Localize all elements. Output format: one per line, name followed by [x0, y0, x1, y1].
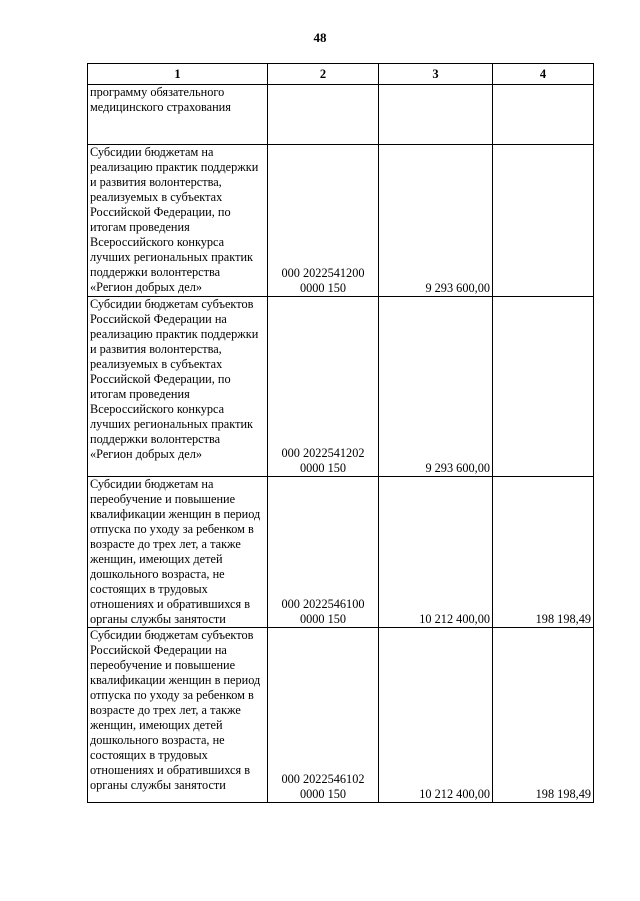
table-row	[88, 477, 594, 628]
table-row	[88, 145, 594, 297]
row-extra-amount: 198 198,49	[493, 477, 594, 628]
row-description: программу обязательного медицинского страхования	[88, 85, 268, 145]
row-code	[268, 477, 379, 628]
table-row	[88, 628, 594, 803]
row-code-line2: 0000 150	[299, 281, 347, 295]
row-code-line1: 000 2022541200	[281, 266, 365, 280]
row-extra-amount: 198 198,49	[493, 628, 594, 803]
budget-table	[87, 63, 594, 803]
row-code-line1: 000 2022546100	[281, 597, 365, 611]
table-header-row	[88, 64, 594, 85]
row-description: Субсидии бюджетам субъектов Российской Федерации на реализацию практик поддержки и развития волонтерства, реализуемых в субъектах Российской Федерации, по итогам проведения Всероссийского конкурса лучших региональных практик поддержки волонтерства «Регион добрых дел»	[88, 297, 268, 477]
row-code	[268, 628, 379, 803]
column-header-3: 3	[379, 64, 493, 85]
table-row	[88, 85, 594, 145]
row-code	[268, 85, 379, 145]
row-extra-amount	[493, 297, 594, 477]
row-extra-amount	[493, 145, 594, 297]
page-number: 48	[313, 30, 327, 45]
table-row	[88, 297, 594, 477]
row-code	[268, 145, 379, 297]
row-code-line1: 000 2022541202	[281, 446, 365, 460]
row-amount: 9 293 600,00	[379, 297, 493, 477]
row-extra-amount	[493, 85, 594, 145]
row-code-line2: 0000 150	[299, 461, 347, 475]
column-header-1: 1	[88, 64, 268, 85]
column-header-4: 4	[493, 64, 594, 85]
row-code-line2: 0000 150	[299, 612, 347, 626]
row-code-line2: 0000 150	[299, 787, 347, 801]
row-code	[268, 297, 379, 477]
row-description: Субсидии бюджетам на реализацию практик поддержки и развития волонтерства, реализуемых в субъектах Российской Федерации, по итогам проведения Всероссийского конкурса лучших региональных практик поддержки волонтерства «Регион добрых дел»	[88, 145, 268, 297]
row-description: Субсидии бюджетам на переобучение и повышение квалификации женщин в период отпуска по уходу за ребенком в возрасте до трех лет, а также женщин, имеющих детей дошкольного возраста, не состоящих в трудовых отношениях и обратившихся в органы службы занятости	[88, 477, 268, 628]
row-amount: 10 212 400,00	[379, 477, 493, 628]
column-header-2: 2	[268, 64, 379, 85]
row-amount	[379, 85, 493, 145]
row-amount: 9 293 600,00	[379, 145, 493, 297]
row-description: Субсидии бюджетам субъектов Российской Федерации на переобучение и повышение квалификации женщин в период отпуска по уходу за ребенком в возрасте до трех лет, а также женщин, имеющих детей дошкольного возраста, не состоящих в трудовых отношениях и обратившихся в органы службы занятости	[88, 628, 268, 803]
row-amount: 10 212 400,00	[379, 628, 493, 803]
row-code-line1: 000 2022546102	[281, 772, 365, 786]
